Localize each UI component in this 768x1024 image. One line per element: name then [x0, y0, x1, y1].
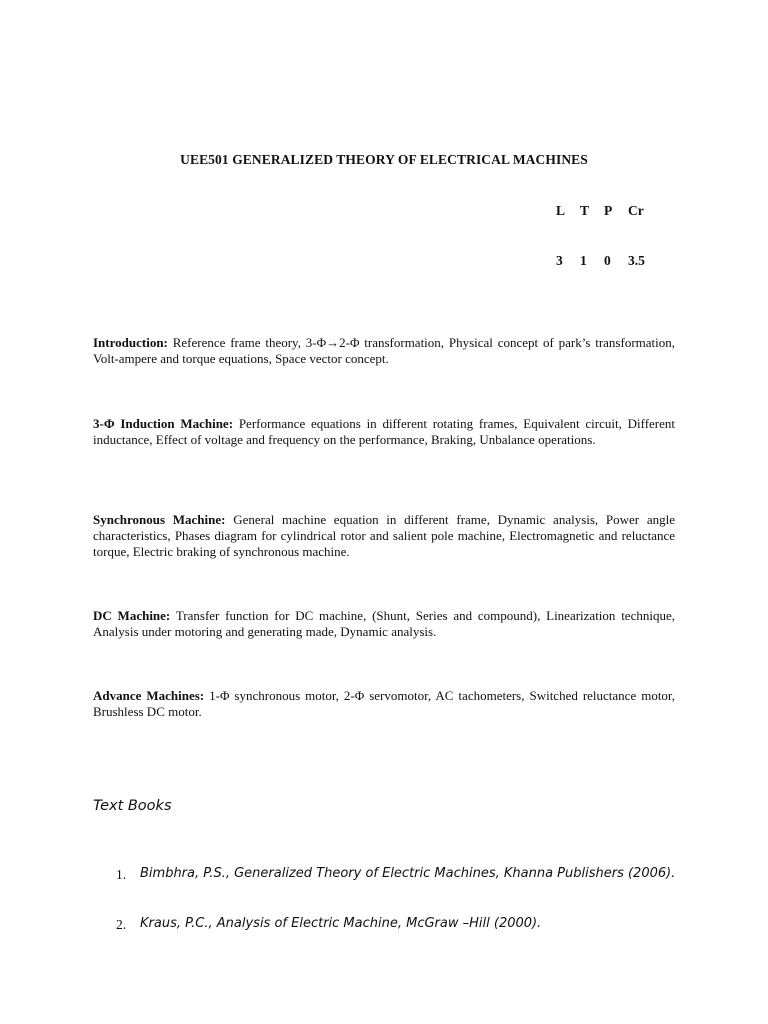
section-induction-machine	[93, 416, 675, 448]
ltp-header-row	[556, 203, 666, 219]
section-advance-machines	[93, 688, 675, 720]
text-books-heading: Text Books	[93, 798, 172, 814]
section-text: Transfer function for DC machine, (Shunt, Series and compound), Linearization technique, Analysis under motoring and generating made, Dynamic analysis.	[93, 608, 675, 639]
section-heading: Introduction:	[93, 335, 168, 350]
text-book-citation: Kraus, P.C., Analysis of Electric Machine, McGraw –Hill (2000).	[140, 916, 542, 931]
section-heading: Advance Machines:	[93, 688, 205, 703]
ltp-value-cr: 3.5	[628, 253, 645, 268]
text-book-number: 1.	[116, 867, 127, 882]
section-text: Performance equations in different rotating frames, Equivalent circuit, Different inductance, Effect of voltage and frequency on the performance, Braking, Unbalance operations.	[93, 416, 676, 447]
text-book-item	[116, 916, 676, 933]
ltp-value-l: 3	[556, 253, 563, 268]
section-text: General machine equation in different frame, Dynamic analysis, Power angle characteristics, Phases diagram for cylindrical rotor and salient pole machine, Electromagnetic and reluctance torque, Electric braking of synchronous machine.	[93, 512, 675, 559]
text-book-number: 2.	[116, 917, 127, 932]
section-text: Reference frame theory, 3-Φ→2-Φ transformation, Physical concept of park’s transformation, Volt-ampere and torque equations, Space vector concept.	[93, 335, 675, 366]
ltp-value-t: 1	[580, 253, 587, 268]
course-title: UEE501 GENERALIZED THEORY OF ELECTRICAL MACHINES	[180, 152, 588, 167]
section-dc-machine	[93, 608, 675, 640]
section-text: 1-Φ synchronous motor, 2-Φ servomotor, AC tachometers, Switched reluctance motor, Brushless DC motor.	[93, 688, 675, 719]
ltp-header-l: L	[556, 203, 566, 218]
ltp-header-cr: Cr	[628, 203, 644, 218]
section-heading: 3-Φ Induction Machine:	[93, 416, 234, 431]
ltp-header-p: P	[604, 203, 613, 218]
section-synchronous-machine	[93, 512, 675, 560]
text-book-citation: Bimbhra, P.S., Generalized Theory of Electric Machines, Khanna Publishers (2006).	[140, 866, 676, 881]
text-book-item	[116, 866, 676, 883]
ltp-header-t: T	[580, 203, 590, 218]
ltp-value-row	[556, 253, 666, 269]
section-heading: Synchronous Machine:	[93, 512, 226, 527]
section-introduction	[93, 335, 675, 367]
section-heading: DC Machine:	[93, 608, 171, 623]
ltp-value-p: 0	[604, 253, 611, 268]
